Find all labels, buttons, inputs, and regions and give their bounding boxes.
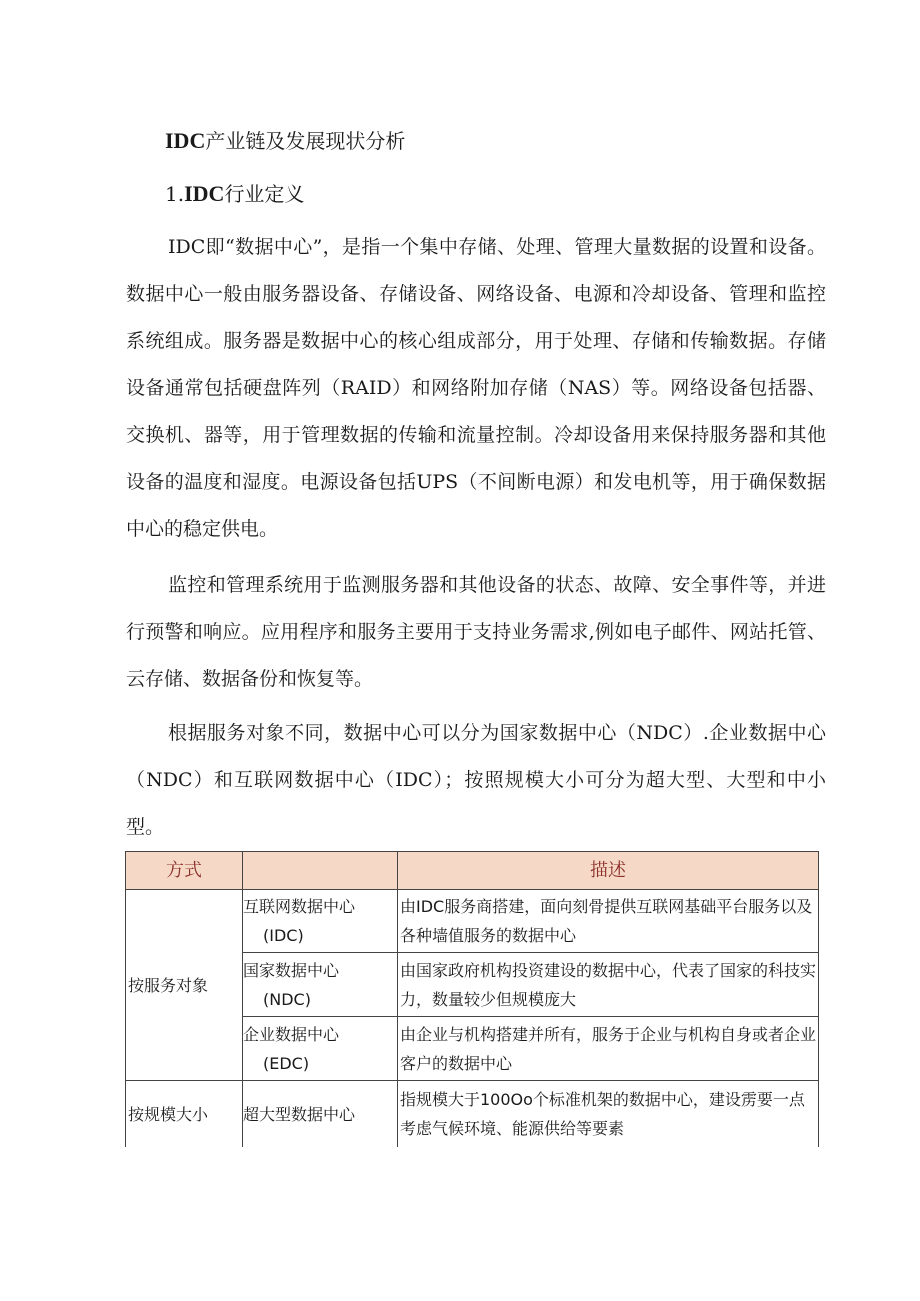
paragraph-definition: IDC即“数据中心”，是指一个集中存储、处理、管理大量数据的设置和设备。数据中心一般由服务器设备、存储设备、网络设备、电源和冷却设备、管理和监控系统组成。服务器是数据中心的核心组成部分，用于处理、存储和传输数据。存储设备通常包括硬盘阵列（RAID）和网络附加存储（NAS）等。网络设备包括器、交换机、器等，用于管理数据的传输和流量控制。冷却设备用来保持服务器和其他设备的温度和湿度。电源设备包括UPS（不间断电源）和发电机等，用于确保数据中心的稳定供电。 [126,236,826,540]
type-cell [243,1081,398,1148]
type-cell [243,953,398,1017]
type-name: 超大型数据中心 [243,1104,356,1124]
type-cell [243,1017,398,1081]
header-blank [243,852,398,890]
category-cell: 按规模大小 [126,1081,243,1148]
header-description: 描述 [398,852,819,890]
table-header-row [126,852,819,890]
section-number: 1. [165,182,185,206]
section-text: 行业定义 [224,182,305,206]
section-heading [165,179,304,209]
paragraph-monitoring: 监控和管理系统用于监测服务器和其他设备的状态、故障、安全事件等，并进行预警和响应。应用程序和服务主要用于支持业务需求,例如电子邮件、网站托管、云存储、数据备份和恢复等。 [126,574,826,690]
table-row [126,890,819,953]
section-latin: IDC [184,181,225,206]
type-abbr: (NDC) [263,989,311,1009]
description-cell: 指规模大于100Oo个标准机架的数据中心，建设雳要一点考虑气候环境、能源供给等要素 [398,1081,819,1148]
type-abbr: (IDC) [263,926,304,945]
paragraph-classification: 根据服务对象不同，数据中心可以分为国家数据中心（NDC）.企业数据中心（NDC）和互联网数据中心（IDC）；按照规模大小可分为超大型、大型和中小型。 [126,722,826,838]
document-title [165,126,405,156]
type-name: 互联网数据中心 [243,897,356,916]
title-text: 产业链及发展现状分析 [205,129,406,153]
table-row [126,1081,819,1148]
type-name: 企业数据中心 [243,1024,340,1044]
title-latin: IDC [165,128,206,153]
description-cell: 由IDC服务商搭建，面向刻骨提供互联网基础平台服务以及各种墙值服务的数据中心 [398,890,819,953]
type-name: 国家数据中心 [243,960,340,980]
type-abbr: (EDC) [263,1053,310,1073]
description-cell: 由国家政府机构投资建设的数据中心，代表了国家的科技实力，数量较少但规模庞大 [398,953,819,1017]
category-cell: 按服务对象 [126,890,243,1081]
description-cell: 由企业与机构搭建并所有，服务于企业与机构自身或者企业客户的数据中心 [398,1017,819,1081]
type-cell [243,890,398,953]
classification-table [125,851,819,1147]
header-method: 方式 [126,852,243,890]
